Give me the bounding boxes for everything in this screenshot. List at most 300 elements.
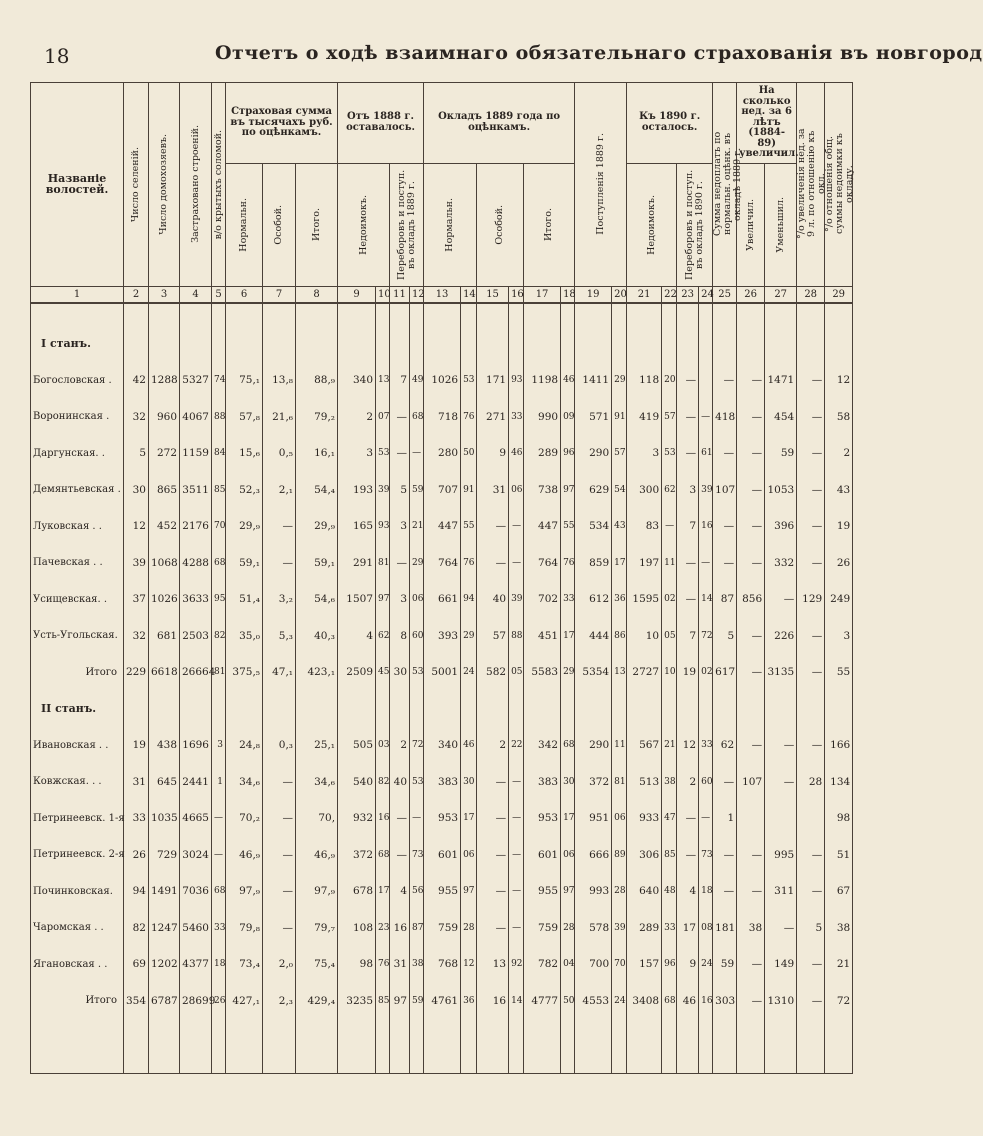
total-row [31,654,853,691]
table-cell: 157 [627,946,662,983]
table-cell: 396 [765,508,797,545]
table-cell: 59,₁ [296,545,338,582]
table-cell: 342 [524,727,561,764]
table-cell: 39 [612,910,627,947]
table-cell: 1198 [524,362,561,399]
table-cell: 951 [575,800,612,837]
table-cell: 729 [149,837,180,874]
table-cell: 5001 [424,654,461,691]
table-cell: 578 [575,910,612,947]
column-number: 7 [263,286,296,303]
table-cell: 49 [410,362,424,399]
table-cell: 21 [825,946,853,983]
table-cell: 738 [524,472,561,509]
table-cell: 87 [410,910,424,947]
table-cell: 70, [296,800,338,837]
header-arrears-1890: Недоимокъ. [627,163,677,286]
group-okl1889: Окладъ 1889 года по оцѣнкамъ. [424,83,575,164]
table-cell: — [509,837,524,874]
table-cell: 33 [212,910,226,947]
table-cell: 51 [825,837,853,874]
table-cell: 13,₈ [263,362,296,399]
volost-name: Петринеевск. 1-я [31,800,124,837]
volost-name: Пачевская . . [31,545,124,582]
table-row [31,545,853,582]
header-households: Число домохозяевъ. [149,83,180,287]
header-overpaid-1890: Переборовъ и поступ. въ окладъ 1890 г. [677,163,713,286]
table-cell: 24 [699,946,713,983]
table-cell: — [662,508,677,545]
volost-name: Богословская . [31,362,124,399]
table-cell: 74 [212,362,226,399]
table-cell: 79,₈ [226,910,263,947]
table-cell: 51,₄ [226,581,263,618]
table-cell: 1202 [149,946,180,983]
table-cell: 21 [410,508,424,545]
table-cell: 48 [662,873,677,910]
table-cell: 3 [212,727,226,764]
table-cell: 32 [124,618,149,655]
table-row [31,873,853,910]
table-cell: 11 [662,545,677,582]
table-cell [699,362,713,399]
table-cell: 768 [424,946,461,983]
table-cell: 57,₈ [226,399,263,436]
table-cell: 9 [477,435,509,472]
table-cell: 97 [561,873,575,910]
table-body [31,303,853,1074]
table-cell: 513 [627,764,662,801]
table-cell: 42 [124,362,149,399]
table-cell: 383 [524,764,561,801]
table-cell: 52,₃ [226,472,263,509]
table-cell [765,800,797,837]
table-cell: 28699 [180,983,212,1020]
table-cell: 11 [612,727,627,764]
table-cell: 81 [376,545,390,582]
table-cell: 291 [338,545,376,582]
table-cell: 68 [212,545,226,582]
table-cell: 75,₄ [296,946,338,983]
table-cell: 418 [713,399,737,436]
table-cell: 666 [575,837,612,874]
header-decreased: Уменьшил. [765,163,797,286]
table-cell: 16 [477,983,509,1020]
table-cell: — [737,435,765,472]
table-cell: 5354 [575,654,612,691]
table-cell: — [765,581,797,618]
table-cell: 2503 [180,618,212,655]
total-row [31,983,853,1020]
table-cell: 59 [713,946,737,983]
table-cell: 53 [376,435,390,472]
table-cell: 3135 [765,654,797,691]
table-cell: 82 [124,910,149,947]
table-cell: 50 [461,435,477,472]
volost-name: Усищевская. . [31,581,124,618]
table-cell: 438 [149,727,180,764]
column-number: 26 [737,286,765,303]
table-cell: 3,₂ [263,581,296,618]
table-row [31,472,853,509]
table-cell: 70,₂ [226,800,263,837]
table-cell: — [477,800,509,837]
table-cell: 33 [662,910,677,947]
table-cell: 06 [561,837,575,874]
table-cell: — [737,946,765,983]
table-cell: 4553 [575,983,612,1020]
table-cell: 582 [477,654,509,691]
table-cell: 1411 [575,362,612,399]
table-cell: 08 [699,910,713,947]
section-row [31,691,853,728]
table-cell: — [390,399,410,436]
table-cell: 40 [477,581,509,618]
column-number: 27 [765,286,797,303]
table-cell: — [677,837,699,874]
table-cell: 91 [612,399,627,436]
table-cell: 13 [477,946,509,983]
table-cell: — [509,508,524,545]
table-cell: 19 [825,508,853,545]
table-cell: 59 [765,435,797,472]
table-cell: — [713,764,737,801]
table-cell: 6787 [149,983,180,1020]
table-cell: 1288 [149,362,180,399]
table-cell: 17 [677,910,699,947]
table-cell: 29 [561,654,575,691]
table-cell: — [509,545,524,582]
table-cell: — [677,545,699,582]
header-normal: Нормальн. [226,163,263,286]
table-cell: 56 [410,873,424,910]
table-cell: 17 [612,545,627,582]
table-cell: 21,₆ [263,399,296,436]
table-cell: — [410,800,424,837]
table-cell: — [713,873,737,910]
table-cell: 60 [410,618,424,655]
table-row [31,618,853,655]
table-cell: — [477,764,509,801]
table-cell: 4777 [524,983,561,1020]
table-cell: 197 [627,545,662,582]
table-cell: 681 [149,618,180,655]
table-cell: 303 [713,983,737,1020]
column-number: 3 [149,286,180,303]
table-cell: 36 [461,983,477,1020]
table-cell: 995 [765,837,797,874]
table-cell: 340 [338,362,376,399]
table-cell: 1595 [627,581,662,618]
table-cell: 332 [765,545,797,582]
table-cell: 953 [424,800,461,837]
table-cell: 447 [424,508,461,545]
table-cell: 427,₁ [226,983,263,1020]
table-cell: 31 [390,946,410,983]
table-cell: 58 [825,399,853,436]
table-cell: — [797,946,825,983]
table-cell: 59 [410,983,424,1020]
table-cell: — [737,654,765,691]
table-cell: 46 [677,983,699,1020]
table-cell: 89 [612,837,627,874]
column-number: 10 [376,286,390,303]
table-cell: 2 [825,435,853,472]
table-cell: 990 [524,399,561,436]
volost-name: Ковжская. . . [31,764,124,801]
column-number: 29 [825,286,853,303]
table-cell: 33 [124,800,149,837]
header-normal-1889: Нормальн. [424,163,477,286]
table-cell: 226 [765,618,797,655]
table-cell: 24 [461,654,477,691]
table-cell: 95 [212,581,226,618]
table-cell: 83 [627,508,662,545]
table-cell: 2441 [180,764,212,801]
table-row [31,800,853,837]
table-cell: — [263,764,296,801]
group-to1890: Къ 1890 г. осталось. [627,83,713,164]
table-cell: 955 [424,873,461,910]
table-cell: 1507 [338,581,376,618]
table-cell: 91 [461,472,477,509]
table-cell: — [212,837,226,874]
table-cell: 20 [662,362,677,399]
column-number: 9 [338,286,376,303]
table-cell: 5 [713,618,737,655]
section-title: I станъ. [31,326,124,363]
table-cell: 2509 [338,654,376,691]
table-cell: 17 [376,873,390,910]
table-cell: — [737,472,765,509]
table-cell: 61 [699,435,713,472]
table-cell: 94 [124,873,149,910]
table-cell: 4 [338,618,376,655]
table-cell: 4377 [180,946,212,983]
table-cell: 1026 [149,581,180,618]
table-cell: 700 [575,946,612,983]
table-cell: 04 [561,946,575,983]
column-number: 6 [226,286,263,303]
table-cell: — [410,435,424,472]
table-cell: 707 [424,472,461,509]
header-arrears-1888: Недоимокъ. [338,163,390,286]
section-title: II станъ. [31,691,124,728]
table-cell: 88 [509,618,524,655]
table-cell: 62 [662,472,677,509]
table-cell: 454 [765,399,797,436]
table-cell: 193 [338,472,376,509]
volost-name: Петринеевск. 2-я [31,837,124,874]
table-cell: 34,₆ [296,764,338,801]
page-title: Отчетъ о ходѣ взаимнаго обязательнаго страхованія въ новгород [215,42,983,64]
bottom-row [31,1019,853,1074]
table-cell: 43 [825,472,853,509]
table-cell: 60 [699,764,713,801]
column-number: 4 [180,286,212,303]
table-cell: 79,₂ [296,399,338,436]
table-cell [737,800,765,837]
table-cell: 38 [737,910,765,947]
table-cell: 57 [477,618,509,655]
table-cell: 7 [677,508,699,545]
volost-name: Чаромская . . [31,910,124,947]
table-cell: 06 [461,837,477,874]
table-cell: 23 [376,910,390,947]
table-cell: 29 [612,362,627,399]
table-cell: 629 [575,472,612,509]
table-cell: 33 [509,399,524,436]
table-cell: — [737,983,765,1020]
table-cell: 24 [612,983,627,1020]
table-cell: 311 [765,873,797,910]
table-cell: 14 [699,581,713,618]
table-cell [797,800,825,837]
table-cell: 76 [461,545,477,582]
table-cell: 29,₉ [296,508,338,545]
table-cell: 678 [338,873,376,910]
table-cell: 171 [477,362,509,399]
header-straw: в/о крытыхъ соломой. [212,83,226,287]
table-cell: 39 [124,545,149,582]
table-cell: 3 [825,618,853,655]
table-cell: 423,₁ [296,654,338,691]
table-cell: — [713,508,737,545]
table-cell: 18 [699,873,713,910]
table-cell: 107 [737,764,765,801]
table-cell: 54,₄ [296,472,338,509]
table-cell: 46 [509,435,524,472]
table-cell: 28 [612,873,627,910]
table-cell: 72 [410,727,424,764]
table-cell: 612 [575,581,612,618]
table-cell: 3235 [338,983,376,1020]
column-number: 8 [296,286,338,303]
table-cell: 53 [410,654,424,691]
table-cell: 47,₁ [263,654,296,691]
table-cell: — [797,472,825,509]
table-row [31,764,853,801]
table-cell: 46,₉ [226,837,263,874]
table-cell: 07 [376,399,390,436]
table-cell: 69 [124,946,149,983]
table-cell: — [509,764,524,801]
header-pct-rel: °/о отношенія общ. суммы недоимки къ окладу. [825,83,853,287]
table-cell: 429,₄ [296,983,338,1020]
table-cell: 53 [461,362,477,399]
table-cell: — [713,435,737,472]
table-cell: — [263,873,296,910]
table-cell: 6618 [149,654,180,691]
table-cell: 8 [390,618,410,655]
table-cell: 55 [461,508,477,545]
table-cell: 12 [825,362,853,399]
table-cell: 933 [627,800,662,837]
table-cell: 953 [524,800,561,837]
table-cell: 393 [424,618,461,655]
table-cell: 12 [461,946,477,983]
table-cell: 4 [390,873,410,910]
table-cell: — [677,581,699,618]
table-cell: 4 [677,873,699,910]
header-increased: Увеличил. [737,163,765,286]
table-cell: 17 [561,618,575,655]
table-cell: 76 [376,946,390,983]
table-cell: 82 [212,618,226,655]
table-cell: — [737,399,765,436]
header-special-1889: Особой. [477,163,524,286]
volost-name: Усть-Угольская. [31,618,124,655]
table-cell: 26 [124,837,149,874]
table-cell: 1053 [765,472,797,509]
table-cell: 300 [627,472,662,509]
table-cell: 38 [410,946,424,983]
table-cell: 3 [390,508,410,545]
table-cell: 73,₄ [226,946,263,983]
table-cell: 4288 [180,545,212,582]
header-total-1889: Итого. [524,163,575,286]
column-number: 5 [212,286,226,303]
table-cell: 3633 [180,581,212,618]
table-cell: 2 [338,399,376,436]
table-cell: 53 [410,764,424,801]
column-number: 19 [575,286,612,303]
table-cell: 451 [524,618,561,655]
table-cell: 444 [575,618,612,655]
table-cell: 97 [376,581,390,618]
table-cell: — [737,362,765,399]
table-cell: — [509,800,524,837]
table-cell: 76 [561,545,575,582]
table-cell: 29 [461,618,477,655]
table-cell: 02 [662,581,677,618]
table-cell: 98 [338,946,376,983]
column-number: 12 [410,286,424,303]
table-cell: 15,₆ [226,435,263,472]
table-cell: 92 [509,946,524,983]
header-total: Итого. [296,163,338,286]
table-cell: 68 [410,399,424,436]
section-row [31,326,853,363]
table-cell: 97 [561,472,575,509]
table-cell: — [797,545,825,582]
volost-name: Итого [31,983,124,1020]
table-cell: 97,₉ [296,873,338,910]
table-cell: — [713,837,737,874]
table-cell: 47 [662,800,677,837]
table-cell: 181 [713,910,737,947]
table-cell: 1035 [149,800,180,837]
table-cell: 35,₀ [226,618,263,655]
header-special: Особой. [263,163,296,286]
table-cell: 5327 [180,362,212,399]
column-number: 18 [561,286,575,303]
table-cell: 859 [575,545,612,582]
table-cell: 26 [825,545,853,582]
table-cell: 5 [390,472,410,509]
table-cell: 108 [338,910,376,947]
report-table-wrap [30,82,856,1076]
table-cell: 38 [662,764,677,801]
table-cell: 2176 [180,508,212,545]
table-cell: 7036 [180,873,212,910]
table-cell: 452 [149,508,180,545]
table-cell: 39 [699,472,713,509]
table-cell: 419 [627,399,662,436]
table-cell: 5,₃ [263,618,296,655]
column-number: 25 [713,286,737,303]
table-cell: 97,₉ [226,873,263,910]
